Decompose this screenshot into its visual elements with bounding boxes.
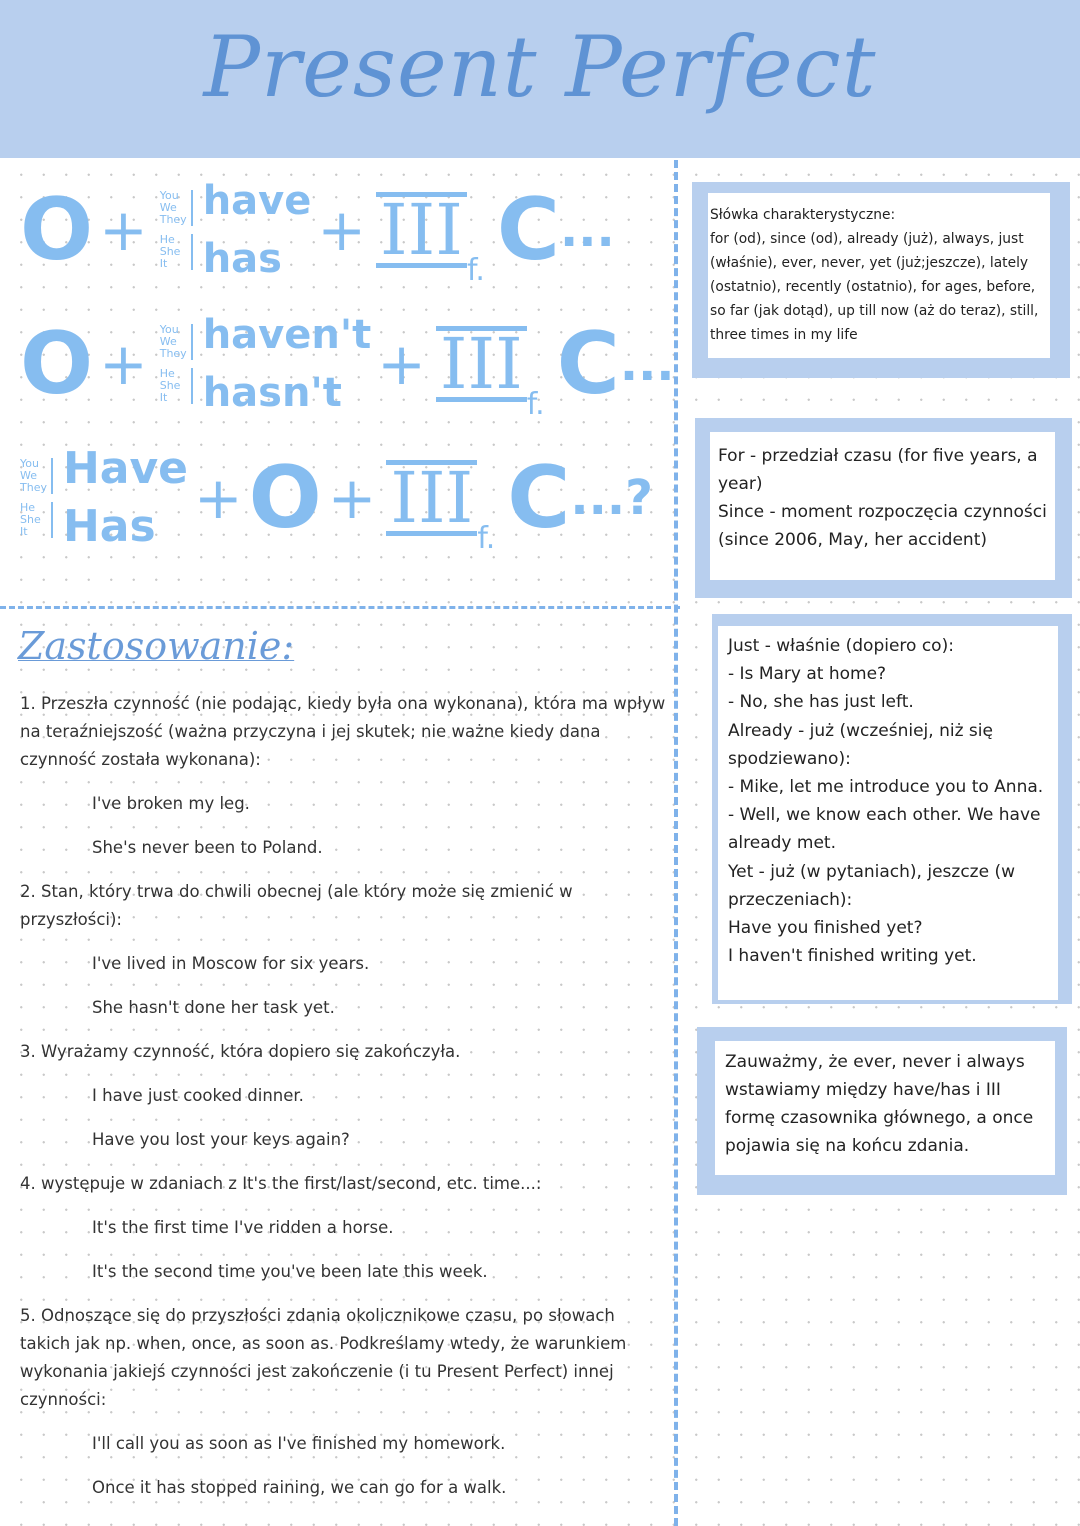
auxiliary-verb: Have bbox=[62, 443, 189, 494]
pronoun-group bbox=[14, 458, 59, 538]
pronoun: You bbox=[159, 323, 179, 336]
pronoun-group bbox=[154, 324, 199, 404]
box-line: Have you finished yet? bbox=[728, 918, 923, 939]
auxiliary-verb: have bbox=[202, 178, 312, 224]
auxiliary-verb: hasn't bbox=[202, 370, 342, 416]
usage-rule: 1. Przeszła czynność (nie podając, kiedy była ona wykonana), która ma wpływ na teraźniejszość (ważna przyczyna i jej skutek; nie ważne kiedy dana czynność została wykonana): bbox=[20, 694, 666, 769]
usage-example: I have just cooked dinner. bbox=[92, 1086, 304, 1105]
box-line: - Is Mary at home? bbox=[728, 664, 887, 685]
plus-sign: + bbox=[99, 330, 148, 398]
usage-example: Once it has stopped raining, we can go for a walk. bbox=[92, 1478, 507, 1497]
usage-rule: 2. Stan, który trwa do chwili obecnej (ale który może się zmienić w przyszłości): bbox=[20, 882, 573, 929]
usage-rule: 3. Wyrażamy czynność, która dopiero się zakończyła. bbox=[20, 1042, 461, 1061]
usage-example: It's the second time you've been late this week. bbox=[92, 1262, 488, 1281]
page-title: Present Perfect bbox=[203, 18, 877, 116]
pronoun: He bbox=[159, 367, 175, 380]
pronoun: They bbox=[159, 347, 187, 360]
box-line: - No, she has just left. bbox=[728, 692, 914, 713]
usage-list bbox=[20, 690, 670, 1518]
box-line: Just - właśnie (dopiero co): bbox=[728, 636, 954, 656]
third-form-label: f. bbox=[477, 521, 496, 556]
pronouns-singular bbox=[160, 368, 193, 404]
usage-example: Have you lost your keys again? bbox=[92, 1130, 350, 1149]
plus-sign: + bbox=[327, 464, 377, 532]
pronoun: She bbox=[20, 513, 41, 526]
auxiliary-verb: Has bbox=[62, 501, 156, 552]
box-line: for (od), since (od), already (już), always, just (właśnie), ever, never, yet (już;jeszcze), lately (ostatnio), recently (ostatnio), for ages, before, so far (jak dotąd), up till now (aż do teraz), still, three times in my life bbox=[710, 231, 1039, 343]
box-line: - Well, we know each other. We have already met. bbox=[728, 805, 1041, 854]
third-form-symbol: III bbox=[386, 460, 477, 536]
pronoun: She bbox=[159, 379, 181, 392]
pronoun: He bbox=[159, 233, 175, 246]
pronouns-plural bbox=[160, 190, 193, 226]
horizontal-divider bbox=[0, 606, 680, 609]
pronoun: You bbox=[20, 457, 39, 470]
pronoun: We bbox=[20, 469, 37, 482]
box-line: Yet - już (w pytaniach), jeszcze (w przeczeniach): bbox=[728, 861, 1015, 910]
pronouns-plural bbox=[20, 458, 53, 494]
third-form-label: f. bbox=[466, 253, 485, 288]
usage-rule: 5. Odnoszące się do przyszłości zdania okolicznikowe czasu, po słowach takich jak np. when, once, as soon as. Podkreślamy wtedy, że warunkiem wykonania jakiejś czynności jest zakończenie (i tu Present Perfect) innej czynności: bbox=[20, 1306, 627, 1409]
pronouns-singular bbox=[20, 502, 53, 538]
ellipsis: ... bbox=[619, 336, 675, 392]
usage-example: I've broken my leg. bbox=[92, 794, 250, 813]
plus-sign: + bbox=[194, 464, 243, 532]
vertical-divider bbox=[674, 160, 678, 1526]
box-line: Zauważmy, że ever, never i always wstawiamy między have/has i III formę czasownika głównego, a once pojawia się na końcu zdania. bbox=[725, 1052, 1034, 1156]
subject-symbol: O bbox=[20, 314, 94, 414]
auxiliary-verb: haven't bbox=[202, 312, 372, 358]
subject-symbol: O bbox=[248, 448, 322, 548]
usage-rule: 4. występuje w zdaniach z It's the first/last/second, etc. time...: bbox=[20, 1174, 542, 1193]
auxiliary-verbs bbox=[203, 306, 372, 422]
pronoun: He bbox=[20, 501, 36, 514]
complement-symbol: C bbox=[496, 180, 560, 280]
pronoun: They bbox=[20, 481, 47, 494]
for-since-box bbox=[695, 418, 1072, 598]
ellipsis: ...? bbox=[570, 470, 653, 526]
pronoun: We bbox=[159, 335, 177, 348]
box-line: Already - już (wcześniej, niż się spodziewano): bbox=[728, 720, 993, 769]
formula-row bbox=[20, 172, 615, 288]
formula-row bbox=[20, 306, 675, 422]
pronoun: You bbox=[159, 189, 179, 202]
pronoun: They bbox=[159, 213, 187, 226]
pronoun: It bbox=[159, 391, 168, 404]
auxiliary-verb: has bbox=[202, 236, 282, 282]
complement-symbol: C bbox=[556, 314, 620, 414]
third-form-symbol: III bbox=[436, 326, 527, 402]
pronoun: She bbox=[159, 245, 181, 258]
pronoun: It bbox=[20, 525, 28, 538]
ellipsis: ... bbox=[559, 202, 615, 258]
box-line: Since - moment rozpoczęcia czynności (since 2006, May, her accident) bbox=[718, 502, 1047, 550]
plus-sign: + bbox=[99, 196, 148, 264]
note-box bbox=[697, 1027, 1067, 1195]
auxiliary-verbs bbox=[63, 440, 188, 556]
section-title: Zastosowanie: bbox=[18, 624, 295, 668]
usage-example: It's the first time I've ridden a horse. bbox=[92, 1218, 394, 1237]
auxiliary-verbs bbox=[203, 172, 312, 288]
just-already-yet-box bbox=[712, 614, 1072, 1004]
box-line: - Mike, let me introduce you to Anna. bbox=[728, 777, 1044, 798]
keywords-box bbox=[692, 182, 1070, 378]
box-line: I haven't finished writing yet. bbox=[728, 946, 977, 967]
subject-symbol: O bbox=[20, 180, 94, 280]
box-line: Słówka charakterystyczne: bbox=[710, 207, 896, 223]
usage-example: I've lived in Moscow for six years. bbox=[92, 954, 370, 973]
third-form-label: f. bbox=[526, 387, 545, 422]
pronoun: We bbox=[159, 201, 177, 214]
third-form-symbol: III bbox=[376, 192, 467, 268]
usage-example: She's never been to Poland. bbox=[92, 838, 323, 857]
usage-example: She hasn't done her task yet. bbox=[92, 998, 335, 1017]
plus-sign: + bbox=[377, 330, 426, 398]
pronouns-plural bbox=[160, 324, 193, 360]
header-band bbox=[0, 0, 1080, 158]
complement-symbol: C bbox=[507, 448, 571, 548]
box-line: For - przedział czasu (for five years, a year) bbox=[718, 446, 1038, 494]
pronoun-group bbox=[154, 190, 199, 270]
pronoun: It bbox=[159, 257, 168, 270]
plus-sign: + bbox=[317, 196, 366, 264]
usage-example: I'll call you as soon as I've finished my homework. bbox=[92, 1434, 506, 1453]
pronouns-singular bbox=[160, 234, 193, 270]
formula-row bbox=[14, 440, 653, 556]
